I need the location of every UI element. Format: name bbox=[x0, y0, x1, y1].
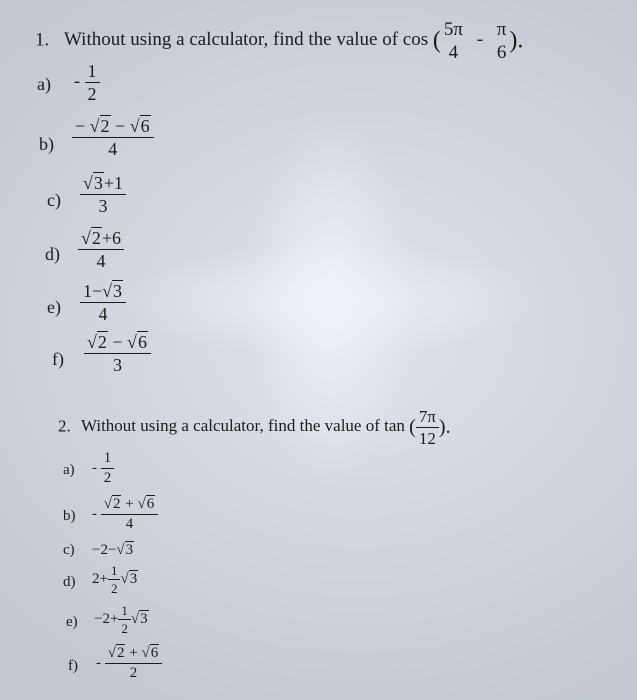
option-2f-label: f) bbox=[68, 658, 78, 674]
fraction-7pi-12: $\frac{7\pi}{12}$ bbox=[416, 408, 439, 447]
close-paren: ). bbox=[438, 416, 451, 438]
option-2c-label: c) bbox=[63, 542, 75, 558]
question-number: 2. bbox=[58, 416, 71, 436]
option-1c-value[interactable]: $\frac{√3+1}{3}$ bbox=[80, 174, 126, 215]
fraction-5pi-4: 5π 4 bbox=[443, 19, 463, 63]
option-2a-value[interactable]: - $\frac{1}{2}$ bbox=[92, 451, 114, 486]
question-text: Without using a calculator, find the value of cos bbox=[64, 29, 429, 51]
option-2a-label: a) bbox=[63, 462, 75, 478]
option-1a-label: a) bbox=[37, 74, 51, 94]
option-1c-label: c) bbox=[47, 190, 61, 210]
close-paren: ). bbox=[509, 27, 524, 54]
option-1e-value[interactable]: $\frac{1-√3}{4}$ bbox=[80, 282, 126, 323]
option-2e-value[interactable]: −2+ $\frac{1}{2}$ √3 bbox=[94, 603, 148, 636]
question-2 bbox=[58, 408, 451, 447]
option-1f-value[interactable]: $\frac{√2 - √6}{3}$ bbox=[84, 333, 151, 374]
option-2b-label: b) bbox=[63, 508, 76, 524]
option-2c-value[interactable]: −2−√3 bbox=[92, 542, 134, 558]
option-2b-value[interactable]: - $\frac{√2 + √6}{4}$ bbox=[92, 497, 158, 532]
open-paren: ( bbox=[432, 27, 441, 54]
option-1d-value[interactable]: $\frac{√2+6}{4}$ bbox=[78, 229, 124, 270]
question-text: Without using a calculator, find the value of tan bbox=[81, 416, 405, 436]
option-1f-label: f) bbox=[52, 349, 64, 369]
open-paren: ( bbox=[409, 416, 416, 438]
option-1e-label: e) bbox=[47, 297, 61, 317]
option-1b-value[interactable]: $\frac{- √2 - √6}{4}$ bbox=[72, 117, 154, 158]
fraction-pi-6: π 6 bbox=[496, 19, 507, 63]
option-2d-label: d) bbox=[63, 574, 76, 590]
option-1a-value[interactable]: - $\frac{1}{2}$ bbox=[74, 62, 100, 103]
question-number: 1. bbox=[35, 29, 50, 51]
question-1 bbox=[35, 20, 523, 62]
option-2e-label: e) bbox=[66, 614, 78, 630]
option-1b-label: b) bbox=[39, 134, 54, 154]
option-1d-label: d) bbox=[45, 244, 60, 264]
option-2f-value[interactable]: - $\frac{√2 + √6}{2}$ bbox=[96, 646, 162, 681]
option-2d-value[interactable]: 2+ $\frac{1}{2}$ √3 bbox=[92, 563, 138, 596]
minus-sign: - bbox=[476, 29, 484, 51]
